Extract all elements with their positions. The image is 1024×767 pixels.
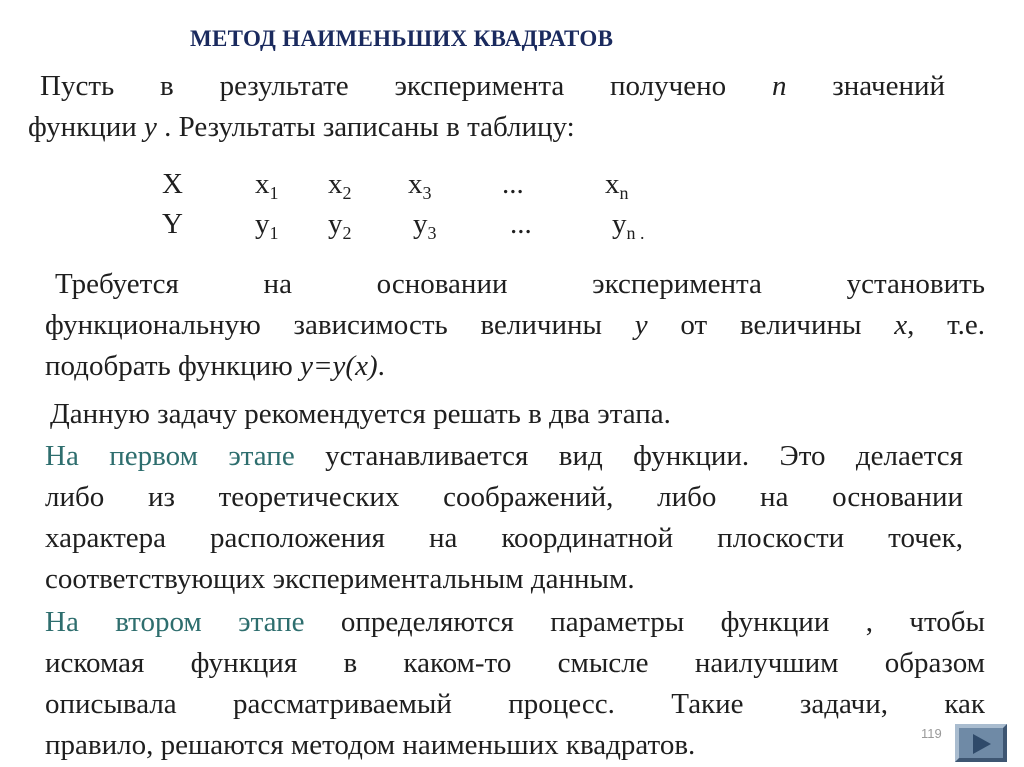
first-stage-line-3: характера расположения на координатной плоскости точек,	[45, 522, 963, 554]
requirement-line-3: подобрать функцию y=y(x).	[45, 350, 385, 382]
second-stage-line-4: правило, решаются методом наименьших квадратов.	[45, 729, 696, 761]
table-y1: $y_1$	[255, 208, 279, 243]
table-x2: $x_2$	[328, 168, 352, 203]
requirement-paragraph	[45, 264, 985, 387]
next-slide-button[interactable]	[955, 724, 1007, 762]
table-y-ellipsis: ...	[510, 208, 532, 240]
first-stage-line-4: соответствующих экспериментальным данным.	[45, 563, 635, 595]
second-stage-paragraph	[45, 602, 985, 766]
table-y-label: Y	[162, 208, 183, 240]
first-stage-paragraph	[45, 436, 963, 600]
table-x3: $x_3$	[408, 168, 432, 203]
second-stage-lead: На втором этапе	[45, 606, 305, 638]
table-x-label: X	[162, 168, 183, 200]
table-xn: $x_n$	[605, 168, 629, 203]
requirement-line-1: Требуется на основании эксперимента установить	[55, 268, 985, 300]
intro-paragraph	[28, 66, 945, 148]
play-next-icon	[971, 733, 993, 755]
table-x-ellipsis: ...	[502, 168, 524, 200]
second-stage-line-1: На втором этапе определяются параметры функции , чтобы	[45, 606, 985, 638]
first-stage-line-1: На первом этапе устанавливается вид функции. Это делается	[45, 440, 963, 472]
two-stage-line: Данную задачу рекомендуется решать в два этапа.	[50, 398, 671, 430]
intro-line-2: функции y . Результаты записаны в таблицу:	[28, 111, 575, 143]
first-stage-line-2: либо из теоретических соображений, либо на основании	[45, 481, 963, 513]
page-number: 119	[921, 726, 942, 741]
table-y3: $y_3$	[413, 208, 437, 243]
first-stage-lead: На первом этапе	[45, 440, 295, 472]
second-stage-line-2: искомая функция в каком-то смысле наилучшим образом	[45, 647, 985, 679]
slide-title: МЕТОД НАИМЕНЬШИХ КВАДРАТОВ	[190, 26, 614, 51]
requirement-line-2: функциональную зависимость величины y от величины x, т.е.	[45, 309, 985, 341]
table-x1: $x_1$	[255, 168, 279, 203]
intro-line-1: Пусть в результате эксперимента получено n значений	[40, 70, 945, 102]
table-y2: $y_2$	[328, 208, 352, 243]
table-yn: $y_{n .}$	[612, 208, 645, 243]
two-stage-sentence	[50, 394, 950, 435]
second-stage-line-3: описывала рассматриваемый процесс. Такие задачи, как	[45, 688, 985, 720]
